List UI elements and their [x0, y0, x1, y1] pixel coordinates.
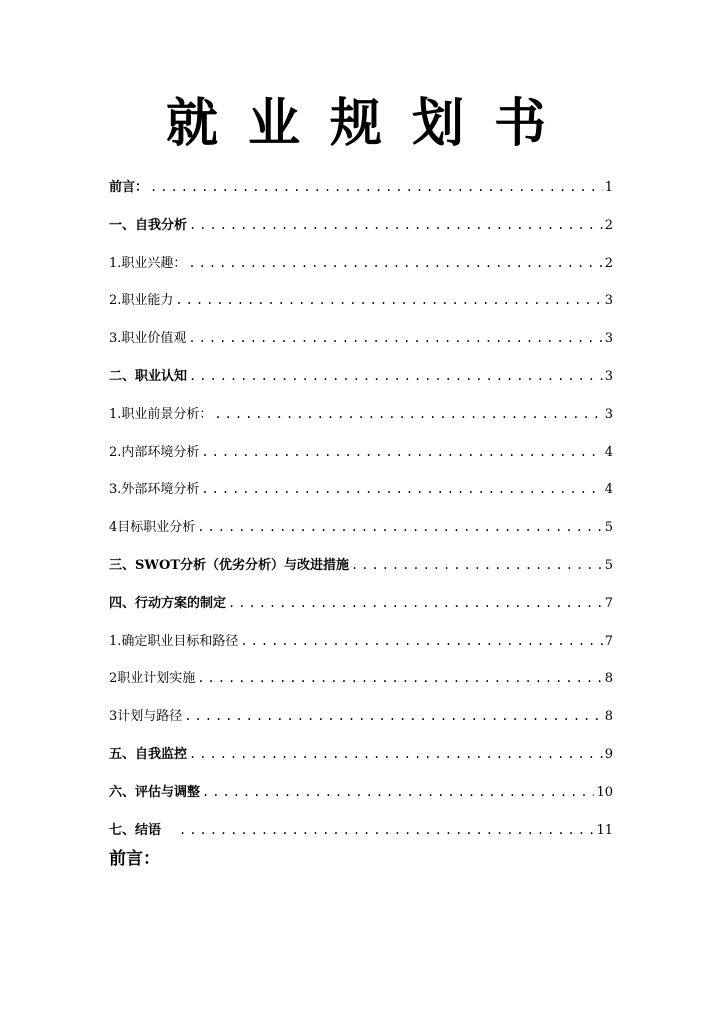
toc-entry-label: 六、评估与调整: [109, 784, 201, 800]
toc-entry: [109, 211, 613, 249]
toc-entry: [109, 664, 613, 702]
toc-entry-label: 2职业计划实施: [109, 671, 196, 687]
toc-entry: [109, 627, 613, 665]
toc-entry-page: 8: [604, 671, 613, 687]
toc-entry-page: 9: [604, 746, 613, 762]
toc-leader-dots: [188, 249, 602, 277]
toc-leader-dots: [184, 702, 602, 730]
toc-leader-dots: [202, 778, 594, 806]
toc-leader-dots: [150, 173, 603, 201]
toc-leader-dots: [188, 324, 602, 352]
toc-entry-page: 3: [604, 406, 613, 422]
toc-entry-label: 3.职业价值观: [109, 331, 187, 347]
toc-entry: [109, 475, 613, 513]
toc-leader-dots: [197, 513, 602, 541]
toc-entry-page: 2: [604, 255, 613, 271]
toc-entry-label: 4目标职业分析: [109, 520, 196, 536]
toc-leader-dots: [351, 551, 603, 579]
toc-entry-label: 2.内部环境分析: [109, 444, 200, 460]
toc-entry: [109, 362, 613, 400]
toc-entry: [109, 324, 613, 362]
toc-entry: [109, 778, 613, 816]
toc-entry: [109, 286, 613, 324]
toc-leader-dots: [228, 589, 603, 617]
table-of-contents: [109, 173, 613, 853]
toc-entry: [109, 589, 613, 627]
toc-entry-page: 7: [604, 595, 613, 611]
toc-leader-dots: [214, 400, 602, 428]
toc-entry: [109, 702, 613, 740]
toc-entry-label: 一、自我分析: [109, 217, 188, 233]
toc-entry-page: 3: [604, 293, 613, 309]
section-heading-preface: 前言：: [109, 849, 160, 869]
toc-entry-page: 10: [596, 784, 613, 800]
toc-entry: [109, 438, 613, 476]
toc-entry-page: 4: [604, 444, 613, 460]
toc-leader-dots: [189, 211, 603, 239]
toc-leader-dots: [189, 362, 603, 390]
toc-entry-page: 1: [604, 180, 613, 195]
toc-entry: [109, 740, 613, 778]
toc-entry-page: 3: [604, 368, 613, 384]
toc-entry-label: 七、结语: [109, 822, 162, 838]
toc-entry-page: 4: [604, 482, 613, 498]
toc-leader-dots: [197, 664, 602, 692]
toc-entry-label: 1.职业兴趣：: [109, 255, 187, 271]
toc-entry-label: 五、自我监控: [109, 746, 188, 762]
document-title: 就业规划书: [165, 93, 576, 154]
toc-entry-page: 7: [604, 633, 613, 649]
toc-entry: [109, 551, 613, 589]
toc-entry-page: 3: [604, 331, 613, 347]
toc-entry: [109, 513, 613, 551]
toc-leader-dots: [175, 286, 602, 314]
toc-entry: [109, 816, 613, 854]
toc-entry-label: 1.职业前景分析：: [109, 406, 213, 422]
toc-entry-page: 11: [596, 822, 613, 838]
toc-leader-dots: [179, 816, 594, 844]
toc-entry: [109, 249, 613, 287]
toc-entry-label: 二、职业认知: [109, 368, 188, 384]
toc-entry: [109, 400, 613, 438]
toc-leader-dots: [189, 740, 603, 768]
toc-entry-page: 5: [604, 520, 613, 536]
toc-entry-page: 2: [604, 217, 613, 233]
toc-entry-label: 三、SWOT分析（优劣分析）与改进措施: [109, 557, 349, 573]
toc-entry: [109, 173, 613, 211]
toc-leader-dots: [201, 475, 602, 503]
toc-entry-label: 前言：: [109, 180, 149, 195]
toc-entry-label: 3计划与路径: [109, 709, 183, 725]
toc-entry-label: 1.确定职业目标和路径: [109, 633, 239, 649]
toc-entry-label: 3.外部环境分析: [109, 482, 200, 498]
toc-entry-page: 8: [604, 709, 613, 725]
toc-entry-label: 2.职业能力: [109, 293, 174, 309]
toc-leader-dots: [201, 438, 602, 466]
toc-entry-label: 四、行动方案的制定: [109, 595, 227, 611]
toc-entry-page: 5: [604, 557, 613, 573]
toc-leader-dots: [240, 627, 602, 655]
